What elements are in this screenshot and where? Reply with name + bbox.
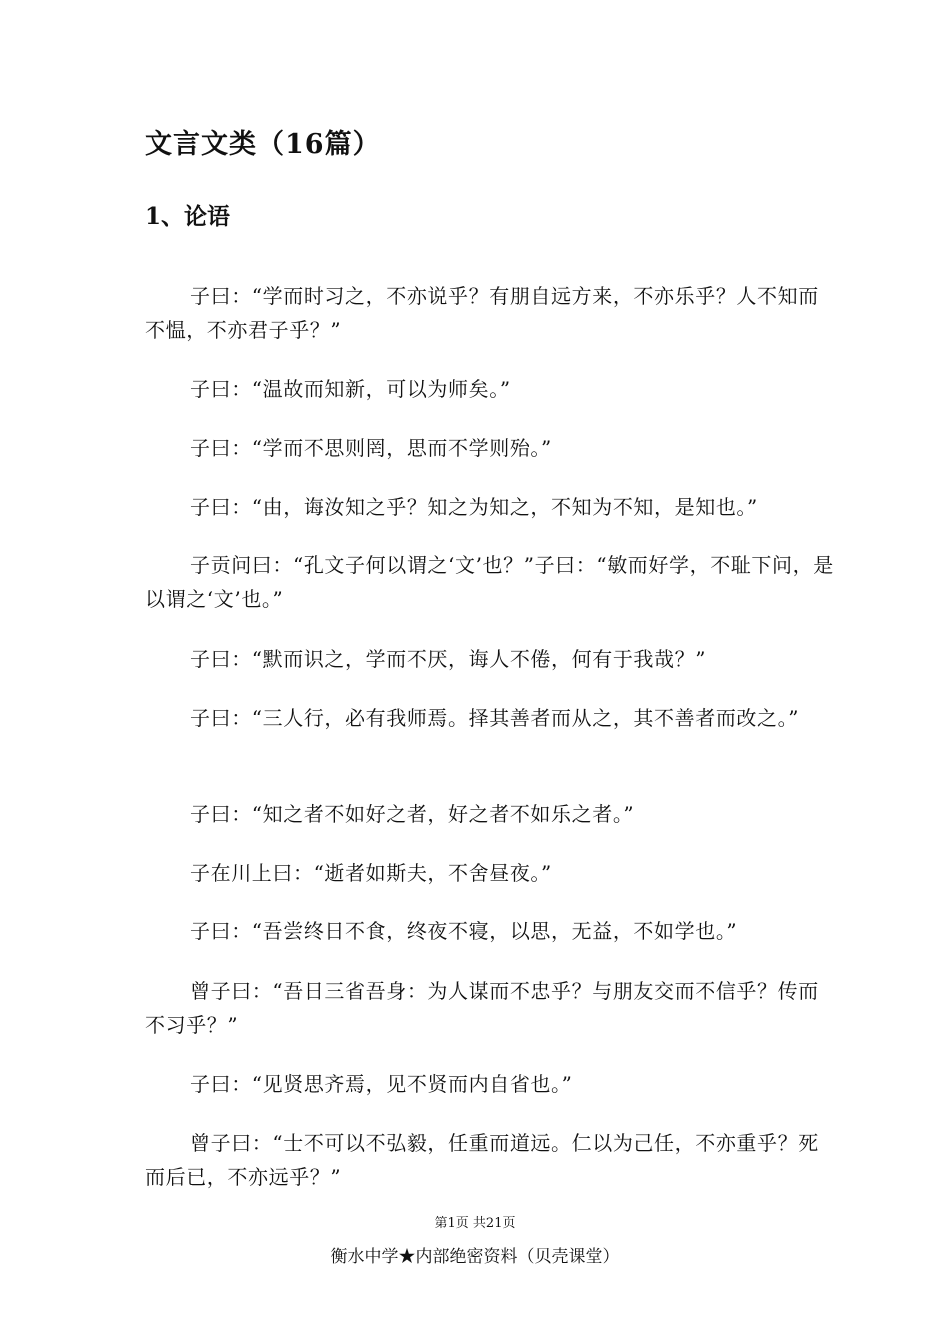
section-title: 1、论语	[145, 203, 231, 230]
paragraph: 子曰：“由，诲汝知之乎？知之为知之，不知为不知，是知也。”	[190, 495, 758, 519]
document-title: 文言文类（16篇）	[145, 129, 381, 160]
page-number: 第1页 共21页	[434, 1216, 516, 1231]
paragraph: 子曰：“吾尝终日不食，终夜不寝，以思，无益，不如学也。”	[190, 919, 738, 943]
paragraph: 子在川上曰：“逝者如斯夫，不舍昼夜。”	[190, 861, 552, 885]
paragraph: 子曰：“温故而知新，可以为师矣。”	[190, 377, 511, 401]
paragraph: 子曰：“三人行，必有我师焉。择其善者而从之，其不善者而改之。”	[190, 706, 800, 730]
paragraph: 曾子曰：“吾日三省吾身：为人谋而不忠乎？与朋友交而不信乎？传而不习乎？”	[145, 979, 819, 1037]
paragraph: 子曰：“学而时习之，不亦说乎？有朋自远方来，不亦乐乎？人不知而不愠，不亦君子乎？”	[145, 284, 819, 342]
paragraph: 子曰：“默而识之，学而不厌，诲人不倦，何有于我哉？”	[190, 647, 707, 671]
paragraph: 子贡问曰：“孔文子何以谓之‘文’也？”子曰：“敏而好学，不耻下问，是以谓之‘文’也。”	[145, 553, 834, 611]
paragraph: 子曰：“学而不思则罔，思而不学则殆。”	[190, 436, 552, 460]
paragraph: 子曰：“见贤思齐焉，见不贤而内自省也。”	[190, 1072, 573, 1096]
paragraph: 子曰：“知之者不如好之者，好之者不如乐之者。”	[190, 802, 635, 826]
paragraph: 曾子曰：“士不可以不弘毅，任重而道远。仁以为己任，不亦重乎？死而后已，不亦远乎？”	[145, 1131, 819, 1189]
footer-source: 衡水中学★内部绝密资料（贝壳课堂）	[330, 1247, 620, 1267]
